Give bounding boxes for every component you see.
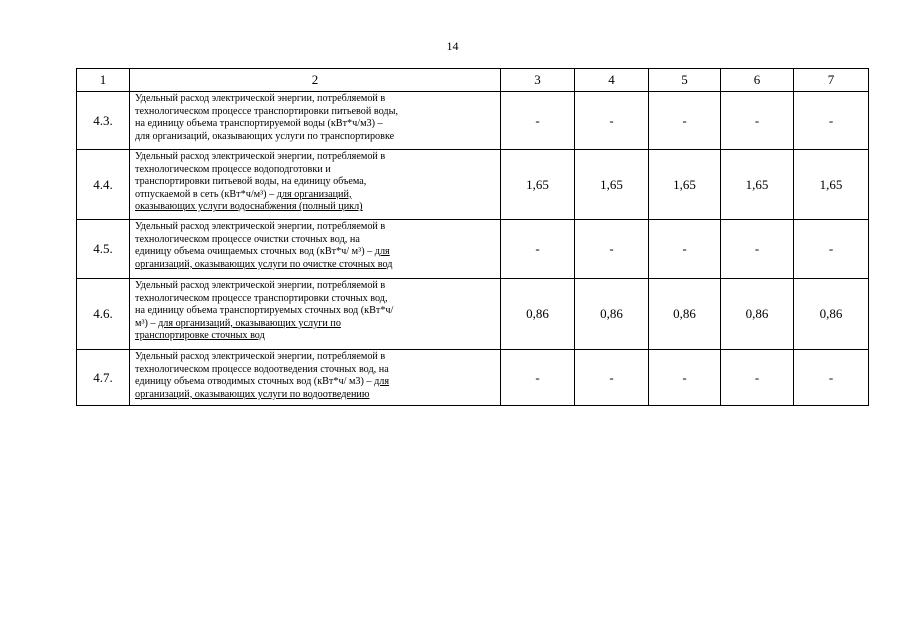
row-number: 4.7. — [77, 350, 130, 406]
description-text: на единицу объема транспортируемой воды (кВт*ч/м3) – — [135, 118, 383, 130]
underlined-text: оказывающих услуги водоснабжения (полный цикл) — [135, 201, 363, 213]
value-cell: - — [794, 350, 869, 406]
row-number: 4.3. — [77, 92, 130, 150]
value-cell: - — [575, 220, 649, 279]
indicator-description — [130, 350, 501, 406]
value-cell: 0,86 — [649, 279, 721, 350]
underlined-text: транспортировке сточных вод — [135, 330, 265, 342]
description-line — [135, 164, 497, 177]
table-row — [77, 279, 869, 350]
description-line — [135, 93, 497, 106]
value-cell: 0,86 — [501, 279, 575, 350]
description-text: для организаций, оказывающих услуги по транспортировке — [135, 130, 395, 142]
description-text: Удельный расход электрической энергии, потребляемой в — [135, 93, 386, 104]
value-cell: - — [501, 350, 575, 406]
underlined-text: для — [374, 246, 390, 258]
description-line — [135, 221, 497, 234]
description-text: Удельный расход электрической энергии, потребляемой в — [135, 351, 386, 362]
indicator-description — [130, 150, 501, 220]
column-header: 3 — [501, 69, 575, 92]
value-cell: - — [649, 350, 721, 406]
row-number: 4.4. — [77, 150, 130, 220]
indicator-description — [130, 279, 501, 350]
column-header: 5 — [649, 69, 721, 92]
description-line — [135, 176, 497, 189]
table-row — [77, 220, 869, 279]
value-cell: 1,65 — [721, 150, 794, 220]
description-line — [135, 106, 497, 119]
description-text: единицу объема отводимых сточных вод (кВт*ч/ м3) – — [135, 376, 375, 388]
underlined-text: для — [374, 376, 390, 388]
description-line — [135, 389, 497, 402]
description-text: технологическом процессе транспортировки сточных вод, — [135, 292, 388, 304]
description-line — [135, 151, 497, 164]
value-cell: 0,86 — [575, 279, 649, 350]
value-cell: - — [721, 220, 794, 279]
underlined-text: организаций, оказывающих услуги по очистке сточных вод — [135, 258, 393, 270]
value-cell: - — [501, 92, 575, 150]
description-text: м³) – — [135, 317, 159, 329]
value-cell: 1,65 — [794, 150, 869, 220]
value-cell: 1,65 — [649, 150, 721, 220]
description-text: отпускаемой в сеть (кВт*ч/м³) – — [135, 188, 277, 200]
description-line — [135, 318, 497, 331]
value-cell: - — [649, 92, 721, 150]
description-line — [135, 330, 497, 343]
description-text: технологическом процессе транспортировки питьевой воды, — [135, 105, 398, 117]
row-number: 4.6. — [77, 279, 130, 350]
value-cell: - — [649, 220, 721, 279]
description-text: технологическом процессе водоотведения сточных вод, на — [135, 363, 389, 375]
description-line — [135, 234, 497, 247]
value-cell: - — [721, 350, 794, 406]
table-row — [77, 92, 869, 150]
underlined-text: для организаций, — [276, 188, 352, 200]
row-number: 4.5. — [77, 220, 130, 279]
description-line — [135, 131, 497, 144]
description-line — [135, 293, 497, 306]
page-number: 14 — [446, 39, 459, 53]
description-line — [135, 189, 497, 202]
description-text: Удельный расход электрической энергии, потребляемой в — [135, 221, 386, 232]
indicators-table — [76, 68, 869, 406]
table-row — [77, 150, 869, 220]
description-text: транспортировки питьевой воды, на единицу объема, — [135, 176, 367, 188]
description-text: Удельный расход электрической энергии, потребляемой в — [135, 280, 386, 291]
indicator-description — [130, 220, 501, 279]
value-cell: - — [721, 92, 794, 150]
underlined-text: организаций, оказывающих услуги по водоотведению — [135, 388, 370, 400]
description-text: единицу объема очищаемых сточных вод (кВт*ч/ м³) – — [135, 246, 375, 258]
description-line — [135, 246, 497, 259]
value-cell: - — [501, 220, 575, 279]
value-cell: - — [575, 350, 649, 406]
column-header: 1 — [77, 69, 130, 92]
description-line — [135, 305, 497, 318]
value-cell: - — [575, 92, 649, 150]
description-text: Удельный расход электрической энергии, потребляемой в — [135, 151, 386, 162]
table-row — [77, 350, 869, 406]
description-line — [135, 376, 497, 389]
value-cell: 1,65 — [501, 150, 575, 220]
description-text: на единицу объема транспортируемых сточных вод (кВт*ч/ — [135, 305, 394, 317]
column-header: 6 — [721, 69, 794, 92]
column-header: 7 — [794, 69, 869, 92]
description-line — [135, 280, 497, 293]
description-line — [135, 364, 497, 377]
column-header: 2 — [130, 69, 501, 92]
value-cell: 1,65 — [575, 150, 649, 220]
column-header: 4 — [575, 69, 649, 92]
description-line — [135, 259, 497, 272]
description-text: технологическом процессе водоподготовки и — [135, 163, 331, 175]
value-cell: - — [794, 220, 869, 279]
description-line — [135, 118, 497, 131]
value-cell: 0,86 — [794, 279, 869, 350]
value-cell: 0,86 — [721, 279, 794, 350]
underlined-text: для организаций, оказывающих услуги по — [158, 317, 341, 329]
description-line — [135, 351, 497, 364]
description-line — [135, 201, 497, 214]
indicator-description — [130, 92, 501, 150]
value-cell: - — [794, 92, 869, 150]
table-header-row — [77, 69, 869, 92]
description-text: технологическом процессе очистки сточных вод, на — [135, 233, 360, 245]
